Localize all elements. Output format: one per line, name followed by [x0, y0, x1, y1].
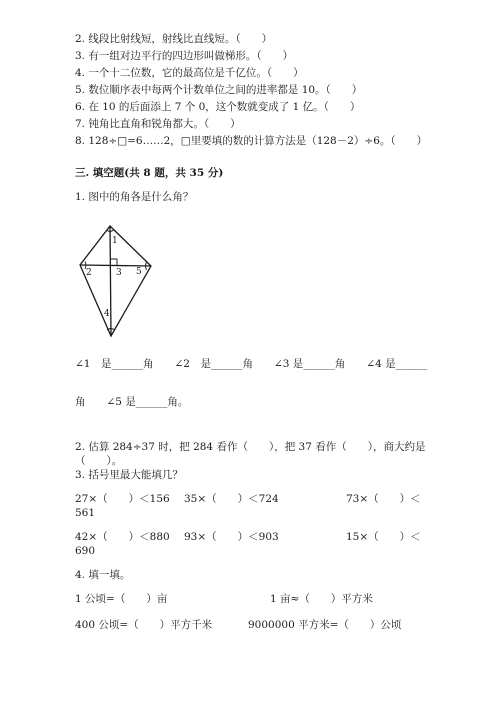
question-2-text: （ ）。	[75, 455, 123, 467]
inequality-item: 35×（ ）＜724	[184, 493, 279, 505]
kite-figure	[78, 222, 154, 342]
inequality-wrap: 561	[75, 507, 96, 519]
angle-label-2: 2	[86, 268, 92, 278]
conversion-item: 9000000 平方米=（ ）公顷	[248, 619, 402, 631]
judgement-item: 6. 在 10 的后面添上 7 个 0，这个数就变成了 1 亿。（ ）	[75, 101, 361, 113]
inequality-item: 93×（ ）＜903	[184, 531, 279, 543]
question-2-text: 2. 估算 284÷37 时，把 284 看作（ ），把 37 看作（ ），商大约是	[75, 441, 426, 453]
section-title: 三. 填空题(共 8 题，共 35 分)	[75, 167, 224, 179]
question-3-title: 3. 括号里最大能填几？	[75, 469, 183, 481]
judgement-item: 3. 有一组对边平行的四边形叫做梯形。（ ）	[75, 50, 294, 62]
judgement-item: 7. 钝角比直角和锐角都大。（ ）	[75, 118, 241, 130]
inequality-item: 27×（ ）＜156	[75, 493, 170, 505]
inequality-item: 42×（ ）＜880	[75, 531, 170, 543]
conversion-item: 400 公顷=（ ）平方千米	[75, 619, 213, 631]
judgement-item: 5. 数位顺序表中每两个计数单位之间的进率都是 10。（ ）	[75, 84, 363, 96]
angle-label-1: 1	[112, 236, 118, 246]
conversion-item: 1 亩≈（ ）平方米	[270, 593, 373, 605]
question-4-title: 4. 填一填。	[75, 569, 131, 581]
judgement-item: 2. 线段比射线短，射线比直线短。（ ）	[75, 33, 273, 45]
conversion-item: 1 公顷=（ ）亩	[75, 593, 168, 605]
question-1-answer-line: 角 ∠5 是______角。	[75, 396, 189, 408]
judgement-item: 4. 一个十二位数，它的最高位是千亿位。（ ）	[75, 67, 304, 79]
question-1-answer-line: ∠1 是______角 ∠2 是______角 ∠3 是______角 ∠4 是______	[75, 358, 428, 370]
inequality-item: 73×（ ）＜	[346, 493, 421, 505]
angle-label-4: 4	[104, 309, 110, 319]
question-1-text: 1. 图中的角各是什么角？	[75, 191, 194, 203]
judgement-item: 8. 128÷□=6……2，□里要填的数的计算方法是（128－2）÷6。（ ）	[75, 135, 428, 147]
angle-label-5: 5	[136, 267, 142, 277]
inequality-wrap: 690	[75, 545, 96, 557]
angle-label-3: 3	[116, 268, 122, 278]
inequality-item: 15×（ ）＜	[346, 531, 421, 543]
